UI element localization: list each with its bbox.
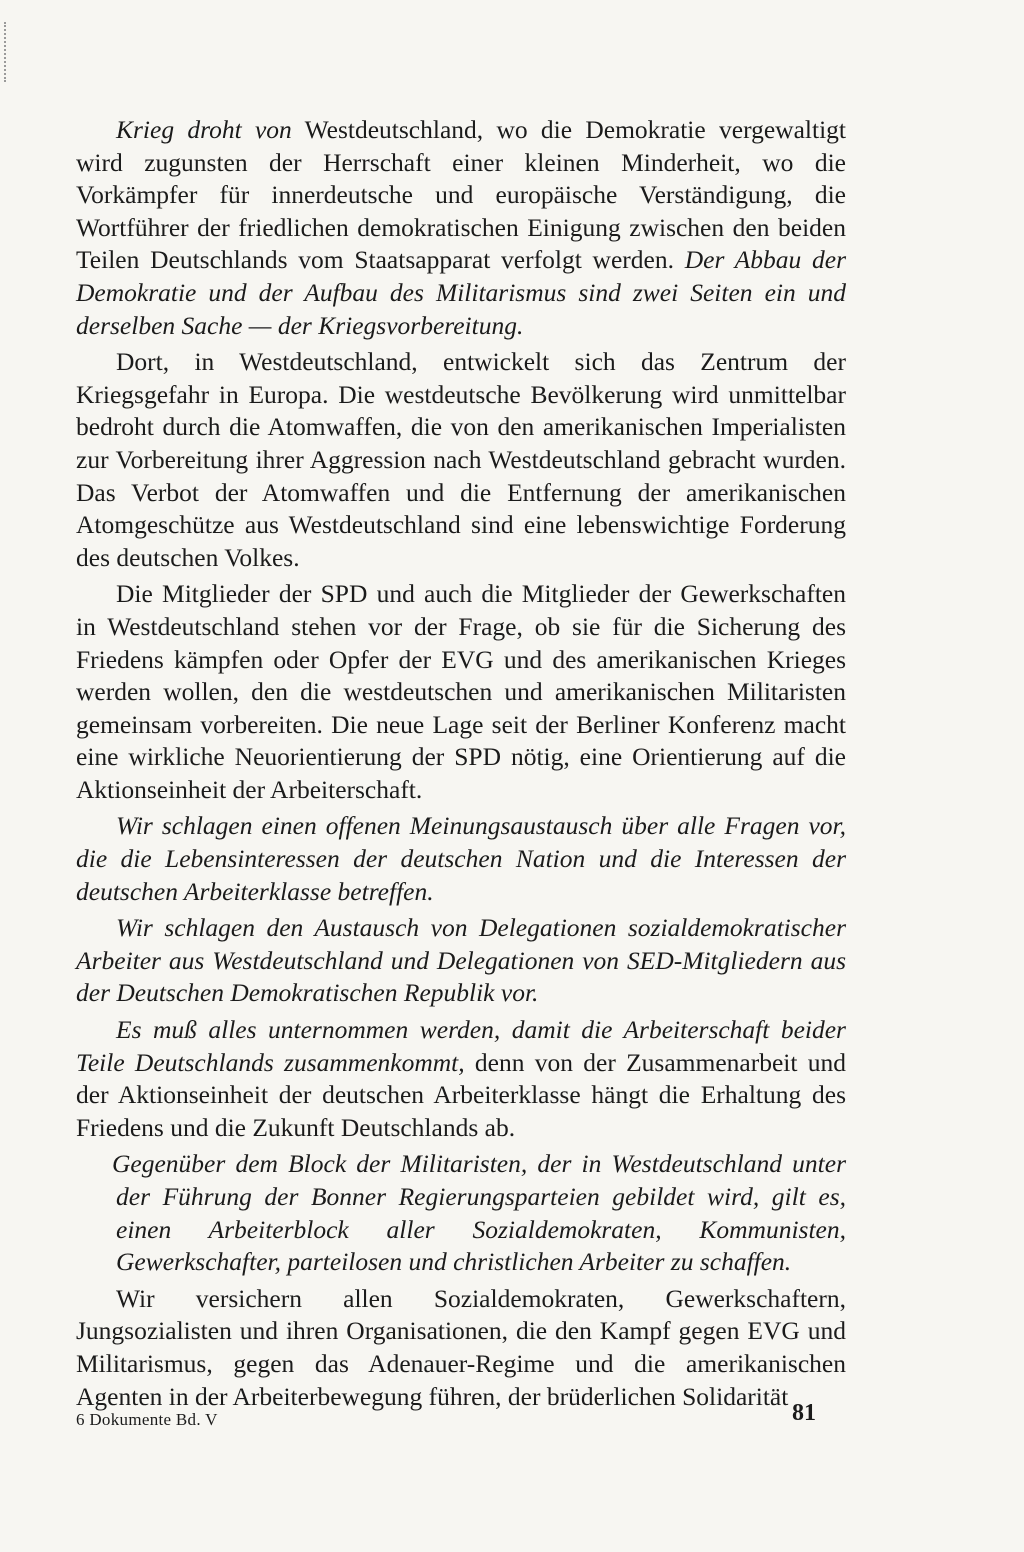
page-footer — [76, 1400, 846, 1430]
text-run: Wir versichern allen Sozialdemokraten, Gewerkschaftern, Jungsozialisten und ihren Organisationen, die den Kampf gegen EVG und Militarismus, gegen das Adenauer-Regime und die amerikanischen Agenten in der Arbeiterbewegung führen, der brüderlichen Solidarität — [76, 1283, 846, 1411]
paragraph — [76, 810, 846, 908]
italic-text-run: Wir schlagen den Austausch von Delegationen sozialdemokratischer Arbeiter aus Westdeutschland und Delegationen von SED-Mitgliedern aus der Deutschen Demokratischen Republik vor. — [76, 913, 846, 1008]
paragraph — [76, 578, 846, 806]
page-body — [76, 114, 846, 1417]
scan-edge-mark — [4, 22, 8, 82]
italic-text-run: Der Abbau der Demokratie und der Aufbau des Militarismus sind zwei Seiten ein und derselben Sache — der Kriegsvorbereitung. — [76, 245, 847, 340]
paragraph — [76, 1283, 846, 1413]
paragraph — [76, 912, 846, 1010]
italic-text-run: Wir schlagen einen offenen Meinungsaustausch über alle Fragen vor, die die Lebensinteressen der deutschen Nation und die Interessen der deutschen Arbeiterklasse betreffen. — [76, 811, 846, 906]
page-number: 81 — [792, 1400, 816, 1426]
italic-text-run: Es muß alles unternommen werden, damit die Arbeiterschaft beider Teile Deutschlands zusammenkommt, — [76, 1015, 846, 1077]
paragraph — [76, 1148, 846, 1278]
text-run: Dort, in Westdeutschland, entwickelt sich das Zentrum der Kriegsgefahr in Europa. Die westdeutsche Bevölkerung wird unmittelbar bedroht durch die Atomwaffen, die von den amerikanischen Imperialisten zur Vorbereitung ihrer Aggression nach Westdeutschland gebracht wurden. Das Verbot der Atomwaffen und die Entfernung der amerikanischen Atomgeschütze aus Westdeutschland sind eine lebenswichtige Forderung des deutschen Volkes. — [76, 347, 846, 572]
text-run: Die Mitglieder der SPD und auch die Mitglieder der Gewerkschaften in Westdeutschland stehen vor der Frage, ob sie für die Sicherung des Friedens kämpfen oder Opfer der EVG und des amerikanischen Krieges werden wollen, den die westdeutschen und amerikanischen Militaristen gemeinsam vorbereiten. Die neue Lage seit der Berliner Konferenz macht eine wirkliche Neuorientierung der SPD nötig, eine Orientierung auf die Aktionseinheit der Arbeiterschaft. — [76, 579, 846, 804]
text-run: Westdeutschland, wo die Demokratie vergewaltigt wird zugunsten der Herrschaft einer kleinen Minderheit, wo die Vorkämpfer für innerdeutsche und europäische Verständigung, die Wortführer der friedlichen demokratischen Einigung zwischen den beiden Teilen Deutschlands vom Staatsapparat verfolgt werden. — [76, 115, 846, 275]
paragraph — [76, 114, 846, 342]
paragraph — [76, 346, 846, 574]
paragraph — [76, 1014, 846, 1144]
italic-text-run: Krieg droht von — [116, 115, 292, 144]
printer-signature: 6 Dokumente Bd. V — [76, 1410, 218, 1429]
italic-text-run: Gegenüber dem Block der Militaristen, der in Westdeutschland unter der Führung der Bonner Regierungsparteien gebildet wird, gilt es, einen Arbeiterblock aller Sozialdemokraten, Kommunisten, Gewerkschafter, parteilosen und christlichen Arbeiter zu schaffen. — [112, 1149, 846, 1277]
text-run: denn von der Zusammenarbeit und der Aktionseinheit der deutschen Arbeiterklasse hängt die Erhaltung des Friedens und die Zukunft Deutschlands ab. — [76, 1047, 846, 1142]
